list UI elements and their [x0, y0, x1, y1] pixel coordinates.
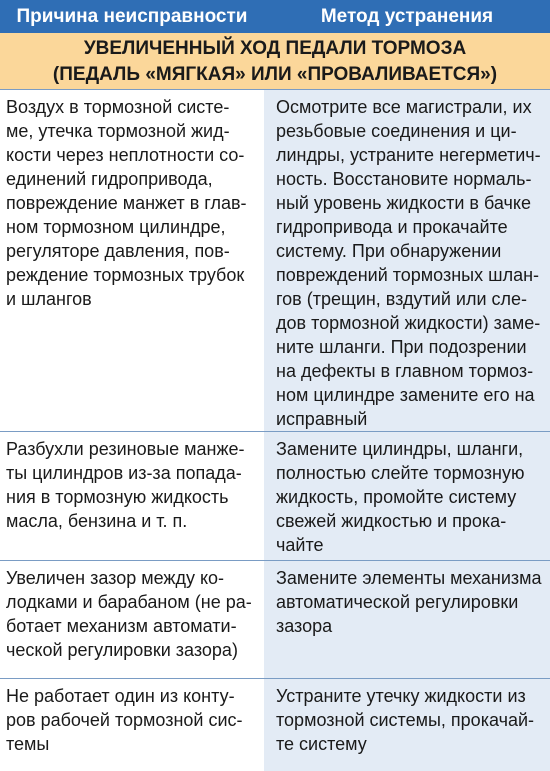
column-header-cause: Причина неисправности — [16, 6, 248, 27]
fix-cell: Осмотрите все магистрали, их резьбовые соединения и ци- линдры, устраните негерметич- ность. Восстановите нормаль- ный уровень жидкости в бачке гидропривода и прокачайте систему. При обнаружении повреждений тормозных шлан- гов (трещин, вздутий или сле- дов тормозной жидкости) заме- ните шланги. При подозрении на дефекты в главном тормоз- ном цилиндре замените его на исправный — [264, 90, 550, 431]
fix-cell: Замените цилиндры, шланги, полностью слейте тормозную жидкость, промойте систему свежей жидкостью и прока- чайте — [264, 432, 550, 560]
table-row — [0, 679, 550, 771]
table-row — [0, 432, 550, 561]
table-row — [0, 90, 550, 432]
fix-cell: Устраните утечку жидкости из тормозной системы, прокачай- те систему — [264, 679, 550, 771]
cause-cell: Не работает один из конту- ров рабочей тормозной сис- темы — [0, 679, 264, 771]
cause-cell: Воздух в тормозной систе- ме, утечка тормозной жид- кости через неплотности со- единений гидропривода, повреждение манжет в глав- ном тормозном цилиндре, регуляторе давления, пов- реждение тормозных трубок и шлангов — [0, 90, 264, 431]
table-row — [0, 561, 550, 679]
section-title-line-1: УВЕЛИЧЕННЫЙ ХОД ПЕДАЛИ ТОРМОЗА — [83, 37, 467, 59]
fix-cell: Замените элементы механизма автоматической регулировки зазора — [264, 561, 550, 678]
table-header — [0, 0, 550, 33]
section-title-line-2: (ПЕДАЛЬ «МЯГКАЯ» ИЛИ «ПРОВАЛИВАЕТСЯ») — [52, 63, 498, 85]
cause-cell: Увеличен зазор между ко- лодками и барабаном (не ра- ботает механизм автомати- ческой регулировки зазора) — [0, 561, 264, 678]
section-title — [0, 33, 550, 90]
column-header-fix: Метод устранения — [320, 6, 494, 27]
cause-cell: Разбухли резиновые манже- ты цилиндров из-за попада- ния в тормозную жидкость масла, бензина и т. п. — [0, 432, 264, 560]
